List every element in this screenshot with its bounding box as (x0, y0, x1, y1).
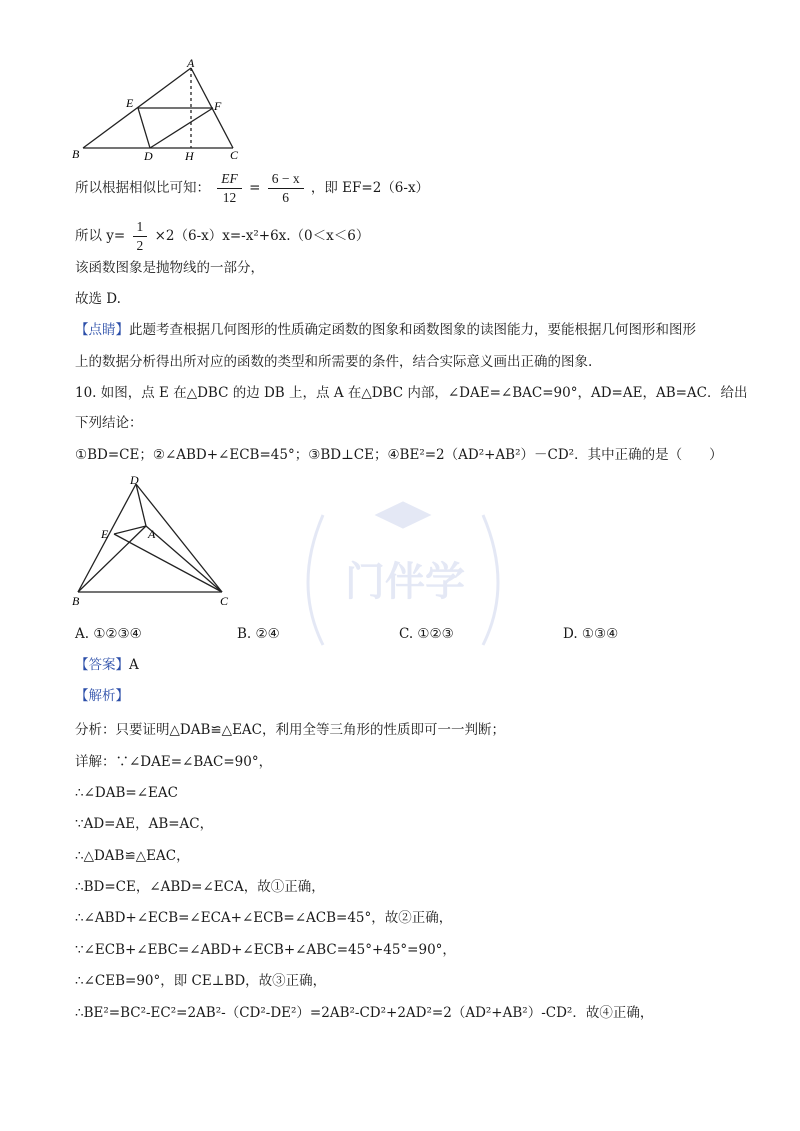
label-A2: A (148, 527, 156, 541)
option-b: B. ②④ (237, 626, 280, 642)
label-A: A (187, 58, 195, 70)
analysis-tag: 【解析】 (75, 688, 129, 704)
step-line: ∴△DAB≌△EAC， (75, 848, 190, 864)
choose-d: 故选 D. (75, 291, 121, 307)
comment-line2: 上的数据分析得出所对应的函数的类型和所需要的条件，结合实际意义画出正确的图象. (75, 354, 593, 370)
option-c: C. ①②③ (399, 626, 454, 642)
question-10-line3: ①BD=CE；②∠ABD+∠ECB=45°；③BD⊥CE；④BE²=2（AD²+AB²）－CD²．其中正确的是（ ） (75, 447, 723, 463)
function-line: 所以 y= $\frac{1}{2}$ ×2（6-x）x=-x²+6x.（0＜x＜6） (75, 219, 370, 253)
figure-trapezoid (68, 58, 258, 168)
label-D: D (144, 149, 153, 163)
label-B2: B (72, 594, 80, 608)
fraction-ef-12: $\frac{EF}{12}$ (217, 170, 242, 207)
answer-value: A (129, 657, 139, 673)
step-line: 分析：只要证明△DAB≌△EAC，利用全等三角形的性质即可一一判断； (75, 722, 506, 738)
label-B: B (72, 147, 80, 161)
option-a: A. ①②③④ (75, 626, 142, 642)
comment-line1: 【点睛】此题考查根据几何图形的性质确定函数的图象和函数图象的读图能力，要能根据几何图形和图形 (75, 322, 696, 338)
step-line: 详解：∵∠DAE=∠BAC=90°， (75, 754, 273, 770)
watermark-logo (283, 475, 523, 685)
step-line: ∴∠DAB=∠EAC (75, 785, 178, 801)
label-E: E (126, 96, 134, 110)
label-C2: C (220, 594, 229, 608)
label-C: C (230, 148, 239, 162)
step-line: ∴∠CEB=90°，即 CE⊥BD，故③正确， (75, 973, 327, 989)
fraction-6x-6: $\frac{6 - x}{6}$ (268, 170, 304, 207)
step-line: ∴BD=CE，∠ABD=∠ECA，故①正确， (75, 879, 325, 895)
similarity-line: 所以根据相似比可知： $\frac{EF}{12}$ = $\frac{6 - x}{6}$ ，即 EF=2（6-x） (75, 171, 430, 205)
step-line: ∵∠ECB+∠EBC=∠ABD+∠ECB+∠ABC=45°+45°=90°， (75, 942, 456, 958)
answer-tag: 【答案】 (75, 657, 129, 673)
step-line: ∵AD=AE，AB=AC， (75, 816, 214, 832)
label-H: H (185, 149, 194, 163)
answer-line (75, 655, 139, 675)
comment-tag: 【点睛】 (75, 322, 129, 338)
question-10-line1: 10. 如图，点 E 在△DBC 的边 DB 上，点 A 在△DBC 内部，∠DAE=∠BAC=90°，AD=AE，AB=AC．给出 (75, 385, 748, 401)
step-line: ∴BE²=BC²-EC²=2AB²-（CD²-DE²）=2AB²-CD²+2AD²=2（AD²+AB²）-CD²．故④正确， (75, 1005, 654, 1021)
figure-triangle-dbc (68, 472, 238, 612)
parabola-note: 该函数图象是抛物线的一部分， (75, 260, 264, 276)
question-10-line2: 下列结论： (75, 415, 143, 431)
fraction-half: $\frac{1}{2}$ (133, 218, 148, 255)
label-D2: D (130, 473, 139, 487)
watermark-text: 门伴学 (345, 559, 465, 605)
label-E2: E (101, 527, 109, 541)
label-F: F (214, 99, 222, 113)
option-d: D. ①③④ (563, 626, 619, 642)
step-line: ∴∠ABD+∠ECB=∠ECA+∠ECB=∠ACB=45°，故②正确， (75, 910, 453, 926)
